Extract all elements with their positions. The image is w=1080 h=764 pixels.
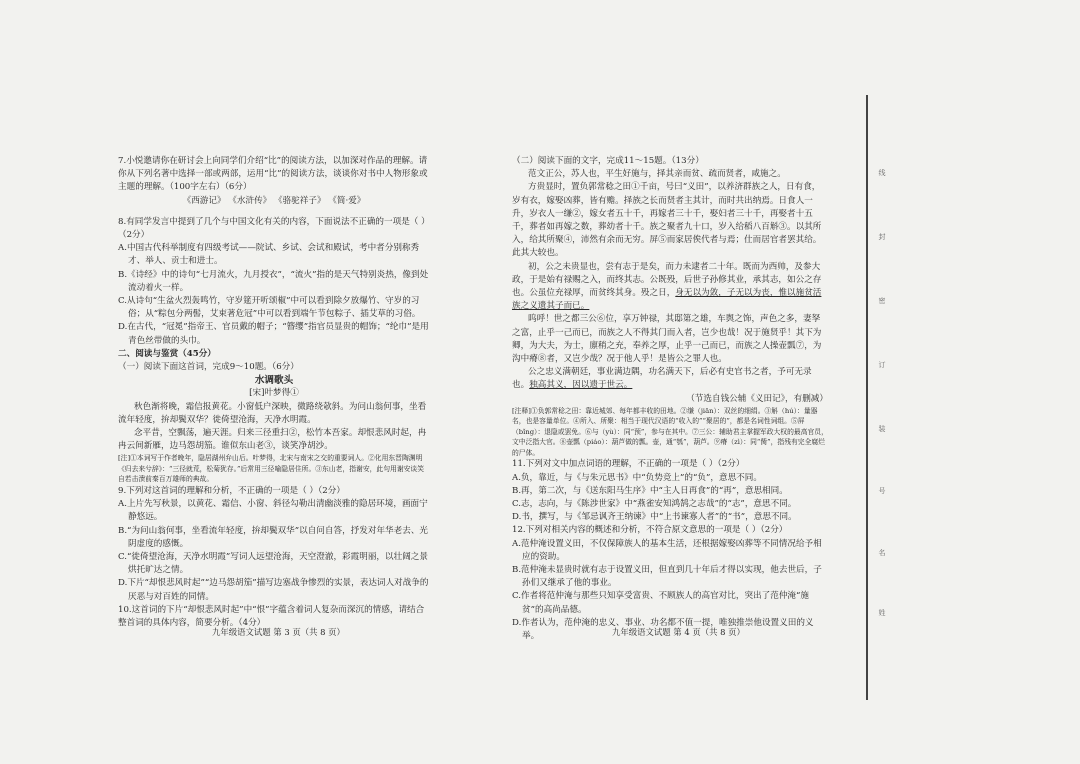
question-9: 9.下列对这首词的理解和分析，不正确的一项是（ ）（2分） xyxy=(118,485,345,496)
question-8-option-d: D.在古代，“冠冕”指帝王、官员戴的帽子；“簪缨”指官员显贵的帽饰；“纶巾”是用青色丝带做的头巾。 xyxy=(118,322,429,346)
question-12: 12.下列对相关内容的概述和分析，不符合原文意思的一项是（ ）（2分） xyxy=(512,525,788,536)
binding-mark: 封 xyxy=(878,233,886,241)
poem-stanza-2: 念平昔，空飘荡，遍天涯。归来三径重扫②，松竹本吾家。却恨悲风时起，冉冉云间新雁，边马怨胡笳。谁似东山老③，谈笑净胡沙。 xyxy=(118,428,427,452)
page-3-column xyxy=(118,155,430,630)
question-10: 10.这首词的下片“却恨悲风时起”中“恨”字蕴含着词人复杂而深沉的情感，请结合整首词的具体内容，简要分析。（4分） xyxy=(118,604,425,628)
subsection-2-heading: （二）阅读下面的文字，完成11～15题。（13分） xyxy=(512,156,704,166)
passage-paragraph-5 xyxy=(512,366,828,392)
question-8: 8.有同学发言中提到了几个与中国文化有关的内容，下面说法不正确的一项是（ ）（2分） xyxy=(118,216,430,241)
poem-stanza-1: 秋色渐将晚，霜信报黄花。小窗低户深映，微路绕欹斜。为问山翁何事，坐看流年轻度，拚却鬓双华？徙倚望沧海，天净水明霞。 xyxy=(118,401,427,425)
question-11: 11.下列对文中加点词语的理解，不正确的一项是（ ）（2分） xyxy=(512,459,745,470)
passage-source: （节选自钱公辅《义田记》，有删减） xyxy=(686,393,828,404)
page-4-footer: 九年级语文试题 第 4 页（共 8 页） xyxy=(612,627,745,637)
question-12-option-a: A.范仲淹设置义田，不仅保障族人的基本生活，还根据嫁娶凶葬等不同情况给予相应的资助。 xyxy=(512,538,822,562)
page-4-column xyxy=(512,155,828,643)
section-2-heading: 二、阅读与鉴赏（45分） xyxy=(118,348,216,359)
passage-paragraph-1: 范文正公，苏人也，平生好施与，择其亲而贫、疏而贤者，咸施之。 xyxy=(528,169,786,180)
passage-underlined-sentence-2: 独高其义，因以遗于世云。 xyxy=(529,380,633,391)
binding-mark: 线 xyxy=(878,169,886,177)
binding-line xyxy=(866,95,868,700)
binding-mark: 装 xyxy=(878,425,886,433)
question-11-option-d: D.书，撰写，与《邹忌讽齐王纳谏》中“上书谏寡人者”的“书”，意思不同。 xyxy=(512,512,797,523)
binding-mark: 密 xyxy=(878,297,886,305)
passage-paragraph-3 xyxy=(512,261,828,314)
question-11-option-c: C.志，志向，与《陈涉世家》中“燕雀安知鸿鹄之志哉”的“志”，意思不同。 xyxy=(512,498,797,509)
question-9-option-c: C.“徙倚望沧海，天净水明霞”写词人远望沧海，天空澄澈，彩霞明丽，以壮阔之景烘托旷达之情。 xyxy=(118,551,428,576)
question-8-option-a: A.中国古代科举制度有四级考试——院试、乡试、会试和殿试，考中者分别称秀才、举人、贡士和进士。 xyxy=(118,243,420,267)
question-8-option-c: C.从诗句“生盆火烈轰鸣竹，守岁筵开听颂椒”中可以看到除夕放爆竹、守岁的习俗；从“粽包分两髻，艾束著危冠”中可以看到端午节包粽子、插艾草的习俗。 xyxy=(118,296,421,320)
binding-mark: 号 xyxy=(878,487,886,495)
binding-mark: 名 xyxy=(878,549,886,557)
question-11-option-b: B.再，第二次，与《送东阳马生序》中“主人日再食”的“再”，意思相同。 xyxy=(512,485,788,496)
page-3-footer: 九年级语文试题 第 3 页（共 8 页） xyxy=(212,627,345,637)
passage-paragraph-4: 呜呼！世之都三公⑥位，享万钟禄，其邸第之雄，车舆之饰，声色之多，妻孥之富，止乎一己而已，而族之人不得其门而入者，岂少也哉！况于施贤乎！其下为卿，为大夫，为士，廪稍之充，奉养之厚，止乎一己而已，而族之人操壶瓢⑦，为沟中瘠⑧者，又岂少哉？况于他人乎！是皆公之罪人也。 xyxy=(512,314,822,365)
question-11-option-a: A.负，靠近，与《与朱元思书》中“负势竞上”的“负”，意思不同。 xyxy=(512,472,762,483)
poem-title: 水调歌头 xyxy=(254,375,294,387)
question-12-option-c: C.作者将范仲淹与那些只知享受富贵、不顾族人的高官对比，突出了范仲淹“施贫”的高尚品德。 xyxy=(512,591,809,615)
question-12-option-b: B.范仲淹未显贵时就有志于设置义田，但直到几十年后才得以实现，他去世后，子孙们又继承了他的事业。 xyxy=(512,564,822,589)
passage-paragraph-3-text: 初，公之未贵显也，尝有志于是矣，而力未逮者二十年。既而为西帅，及参大政，于是始有禄赐之入，而终其志。公既殁，后世子孙修其业，承其志，如公之存也。公虽位充禄厚，而贫终其身。殁之日， xyxy=(512,261,822,299)
question-9-option-b: B.“为问山翁何事，坐看流年轻度，拚却鬓双华”以自问自答，抒发对年华老去、光阴虚度的感慨。 xyxy=(118,525,429,549)
poem-note: [注]①本词写于作者晚年，隐居湖州弁山后。叶梦得，北宋与南宋之交的重要词人。②化用东晋陶渊明《归去来兮辞》：“三径就荒，松菊犹存。”后常用三径喻隐居住所。③东山老，指谢安，此句用谢安谈笑自若击溃前秦百万雄师的典故。 xyxy=(118,454,425,484)
passage-underlined-sentence-1: 身无以为敛，子无以为丧，惟以施贫活族之义遗其子而已。 xyxy=(512,288,822,312)
passage-paragraph-2: 方贵显时，置负郭常稔之田①千亩，号曰“义田”，以养济群族之人，日有食，岁有衣，嫁娶凶葬，皆有赡。择族之长而贤者主其计，而时共出纳焉。日食人一升，岁衣人一缣②，嫁女者五十千，再嫁者三十千，娶妇者三十千，再娶者十五千，葬者如再嫁之数，葬幼者十千。族之聚者九十口，岁入给稻八百斛③。以其所入，给其所聚④，沛然有余而无穷。屏⑤而家居俟代者与焉；仕而居官者罢其给。此其大较也。 xyxy=(512,182,822,259)
passage-note: [注释]①负郭常稔之田：靠近城郊、每年都丰收的田地。②缣（jiān）：双丝的细绢。③斛（hú）：量器名，也是容量单位。④所入、所聚：相当于现代汉语的“收入的”“聚居的”，都是名词性词组。⑤屏（bǐng）：退隐或罢免。⑥与（yù）：同“预”，参与在其中。⑦三公：辅助君主掌握军政大权的最高官员，文中泛指大官。⑧壶瓢（piáo）：葫芦做的瓢。壶，通“瓠”，葫芦。⑨瘠（zì）：同“胔”，指残有完全腐烂的尸体。 xyxy=(512,406,828,457)
subsection-1-heading: （一）阅读下面这首词，完成9～10题。（6分） xyxy=(118,362,299,373)
poem-author: [宋]叶梦得① xyxy=(249,388,299,399)
question-7-books: 《西游记》 《水浒传》 《骆驼祥子》 《简·爱》 xyxy=(182,195,366,206)
binding-mark: 姓 xyxy=(878,609,886,617)
question-8-option-b: B.《诗经》中的诗句“七月流火，九月授衣”，“流火”指的是天气特别炎热，像到处流动着火一样。 xyxy=(118,269,429,293)
binding-mark: 订 xyxy=(878,361,886,369)
question-9-option-d: D.下片“却恨悲风时起”“边马怨胡笳”描写边塞战争惨烈的实景，表达词人对战争的厌恶与对百姓的同情。 xyxy=(118,578,429,602)
question-9-option-a: A.上片先写秋景，以黄花、霜信、小窗、斜径勾勒出清幽淡雅的隐居环境，画面宁静悠远。 xyxy=(118,499,428,523)
question-12-option-d: D.作者认为，范仲淹的忠义、事业、功名都不值一提，唯独推崇他设置义田的义举。 xyxy=(512,617,814,641)
passage-paragraph-5-text: 公之忠义满朝廷，事业满边隅，功名满天下，后必有史官书之者，予可无录也。 xyxy=(512,367,812,391)
question-7: 7.小悦邀请你在研讨会上向同学们介绍“比”的阅读方法，以加深对作品的理解。请你从下列名著中选择一部或两部，运用“比”的阅读方法，谈谈你对书中人物形象或主题的理解。（100字左右）（6分） xyxy=(118,156,428,193)
